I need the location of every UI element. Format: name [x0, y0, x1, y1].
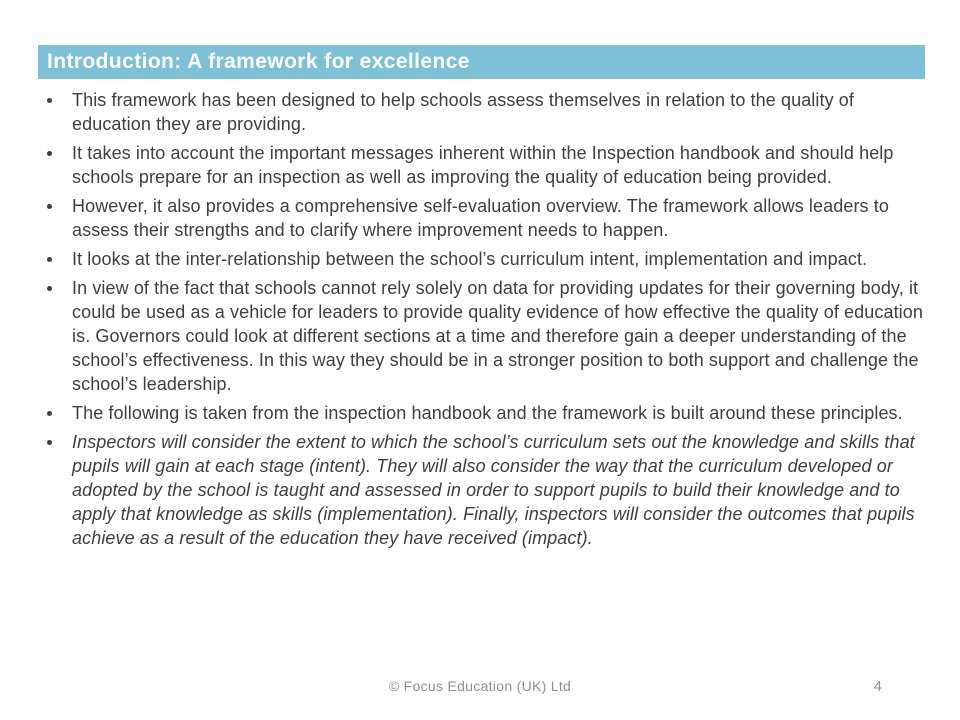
bullet-dot-icon	[47, 98, 52, 103]
bullet-text: Inspectors will consider the extent to which the school’s curriculum sets out the knowledge and skills that pupils will gain at each stage (intent). They will also consider the way that the curriculum developed or adopted by the school is taught and assessed in order to support pupils to build their knowledge and to apply that knowledge as skills (implementation). Finally, inspectors will consider the outcomes that pupils achieve as a result of the education they have received (impact).	[72, 432, 915, 548]
bullet-dot-icon	[47, 286, 52, 291]
title-bar	[38, 45, 925, 79]
bullet-text: It looks at the inter-relationship between the school’s curriculum intent, implementation and impact.	[72, 249, 868, 269]
bullet-item	[38, 401, 924, 425]
page-number: 4	[873, 678, 882, 695]
bullet-text: In view of the fact that schools cannot rely solely on data for providing updates for their governing body, it could be used as a vehicle for leaders to provide quality evidence of how effective the quality of education is. Governors could look at different sections at a time and therefore gain a deeper understanding of the school’s effectiveness. In this way they should be in a stronger position to both support and challenge the school’s leadership.	[72, 278, 923, 394]
bullet-dot-icon	[47, 411, 52, 416]
bullet-item	[38, 141, 924, 189]
bullet-text: It takes into account the important messages inherent within the Inspection handbook and should help schools prepare for an inspection as well as improving the quality of education being provided.	[72, 143, 894, 187]
bullet-dot-icon	[47, 440, 52, 445]
footer-copyright: © Focus Education (UK) Ltd	[388, 678, 572, 694]
bullet-dot-icon	[47, 257, 52, 262]
bullet-list	[38, 88, 924, 555]
bullet-item	[38, 247, 924, 271]
bullet-text: This framework has been designed to help schools assess themselves in relation to the quality of education they are providing.	[72, 90, 855, 134]
bullet-dot-icon	[47, 151, 52, 156]
bullet-item	[38, 276, 924, 396]
bullet-item	[38, 194, 924, 242]
bullet-item	[38, 430, 924, 550]
bullet-text: However, it also provides a comprehensive self-evaluation overview. The framework allows leaders to assess their strengths and to clarify where improvement needs to happen.	[72, 196, 889, 240]
bullet-item	[38, 88, 924, 136]
slide-title: Introduction: A framework for excellence	[47, 50, 470, 73]
bullet-text: The following is taken from the inspection handbook and the framework is built around these principles.	[72, 403, 903, 423]
bullet-dot-icon	[47, 204, 52, 209]
